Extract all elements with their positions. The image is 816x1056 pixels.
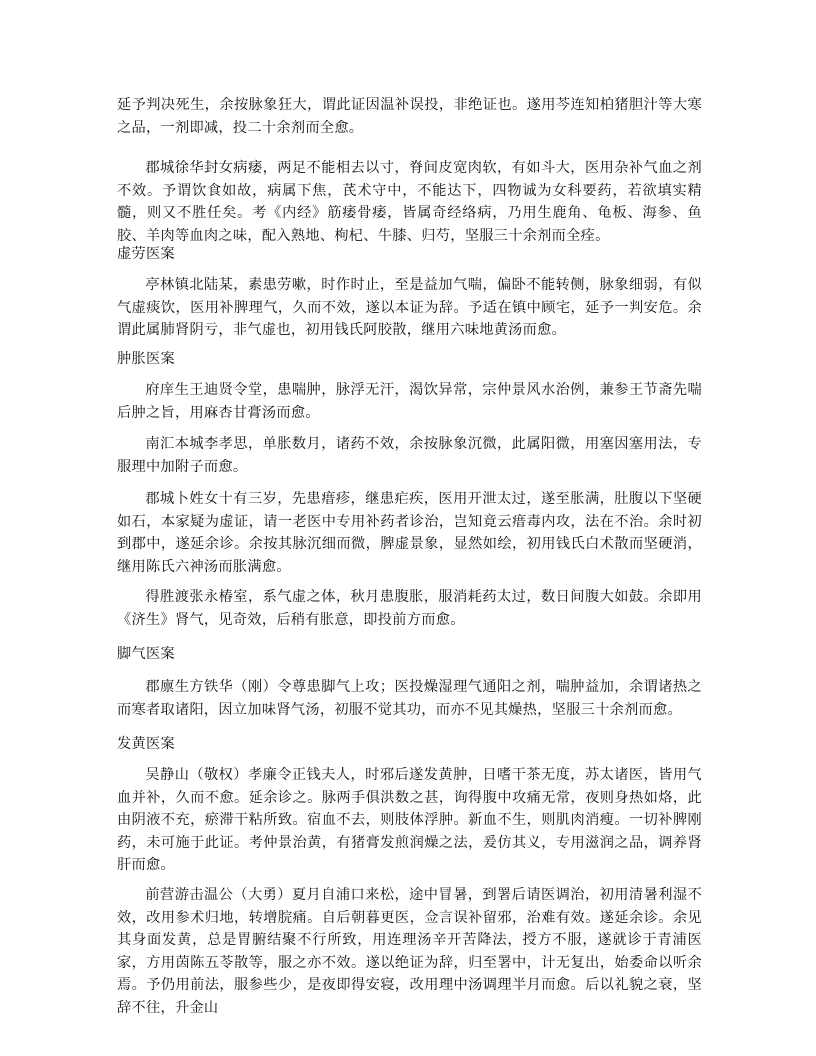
paragraph-bu <box>117 488 702 578</box>
paragraph-text: 前营游击温公（大勇）夏月自浦口来松，途中冒暑，到署后请医调治，初用清暑利湿不效，改用参术归地，转增脘痛。自后朝暮更医，佥言误补留邪，治难有效。遂延余诊。余见其身面发黄，总是胃腑结聚不行所致，用连理汤辛开苦降法，授方不服，遂就诊于青浦医家，方用茵陈五苓散等，服之亦不效。遂以绝证为辞，归至署中，计无复出，始委命以听余焉。予仍用前法，服参些少，是夜即得安寝，改用理中汤调理半月而愈。后以礼貌之衰，坚辞不往，升金山 <box>117 887 702 1016</box>
section-heading-xulao <box>117 243 702 265</box>
paragraph-text: 府庠生王迪贤令堂，患喘肿，脉浮无汗，渴饮异常，宗仲景风水治例，兼参王节斋先喘后肿之旨，用麻杏甘膏汤而愈。 <box>117 382 702 421</box>
paragraph-lu <box>117 274 702 342</box>
paragraph-wu <box>117 764 702 877</box>
section-heading-fahuang <box>117 733 702 755</box>
paragraph-wen <box>117 884 702 1019</box>
paragraph-li <box>117 433 702 478</box>
paragraph-text: 得胜渡张永椿室，系气虚之体，秋月患腹胀，服消耗药太过，数日间腹大如鼓。余即用《济生》肾气，见奇效，后稍有胀意，即投前方而愈。 <box>117 589 702 628</box>
section-heading-zhongzhang <box>117 348 702 370</box>
paragraph-text: 郡城卜姓女十有三岁，先患瘄疹，继患疟疾，医用开泄太过，遂至胀满，肚腹以下坚硬如石，本家疑为虚证，请一老医中专用补药者诊治，岂知竟云瘄毒内攻，法在不治。余时初到郡中，遂延余诊。余按其脉沉细而微，脾虚景象，显然如绘，初用钱氏白术散而坚硬消，继用陈氏六神汤而胀满愈。 <box>117 491 702 575</box>
paragraph-text: 延予判决死生，余按脉象狂大，谓此证因温补误投，非绝证也。遂用芩连知柏猪胆汁等大寒之品，一剂即减，投二十余剂而全愈。 <box>117 97 702 136</box>
section-title: 肿胀医案 <box>117 351 175 367</box>
paragraph-text: 郡城徐华封女病痿，两足不能相去以寸，脊间皮宽肉软，有如斗大，医用杂补气血之剂不效。予谓饮食如故，病属下焦，芪术守中，不能达下，四物诚为女科要药，若欲填实精髓，则又不胜任矣。考《内经》筋痿骨痿，皆属奇经络病，乃用生鹿角、龟板、海参、鱼胶、羊肉等血肉之味，配入熟地、枸杞、牛膝、归芍，坚服三十余剂而全痊。 <box>117 160 702 244</box>
paragraph-wang <box>117 379 702 424</box>
paragraph-xu-huafeng <box>117 157 702 247</box>
paragraph-continuation <box>117 94 702 139</box>
section-title: 虚劳医案 <box>117 246 175 262</box>
section-heading-jiaoqi <box>117 643 702 665</box>
paragraph-text: 南汇本城李孝思，单胀数月，诸药不效，余按脉象沉微，此属阳微，用塞因塞用法，专服理中加附子而愈。 <box>117 436 702 475</box>
section-title: 发黄医案 <box>117 736 175 752</box>
paragraph-text: 郡廪生方铁华（刚）令尊患脚气上攻；医投燥湿理气通阳之剂，喘肿益加，余谓诸热之而寒者取诸阳，因立加味肾气汤，初服不觉其功，而亦不见其燥热，坚服三十余剂而愈。 <box>117 679 702 718</box>
paragraph-text: 吴静山（敬权）孝廉令正钱夫人，时邪后遂发黄肿，日嗜干茶无度，苏太诸医，皆用气血并补，久而不愈。延余诊之。脉两手俱洪数之甚，询得腹中攻痛无常，夜则身热如烙，此由阴液不充，瘀滞干粘所致。宿血不去，则肢体浮肿。新血不生，则肌肉消瘦。一切补脾刚药，未可施于此证。考仲景治黄，有猪膏发煎润燥之法，爰仿其义，专用滋润之品，调养肾肝而愈。 <box>117 767 702 873</box>
paragraph-text: 亭林镇北陆某，素患劳嗽，时作时止，至是益加气喘，偏卧不能转侧，脉象细弱，有似气虚痰饮，医用补脾理气，久而不效，遂以本证为辞。予适在镇中顾宅，延予一判安危。余谓此属肺肾阴亏，非气虚也，初用钱氏阿胶散，继用六味地黄汤而愈。 <box>117 277 702 338</box>
section-title: 脚气医案 <box>117 646 175 662</box>
paragraph-fang <box>117 676 702 721</box>
paragraph-zhang <box>117 586 702 631</box>
